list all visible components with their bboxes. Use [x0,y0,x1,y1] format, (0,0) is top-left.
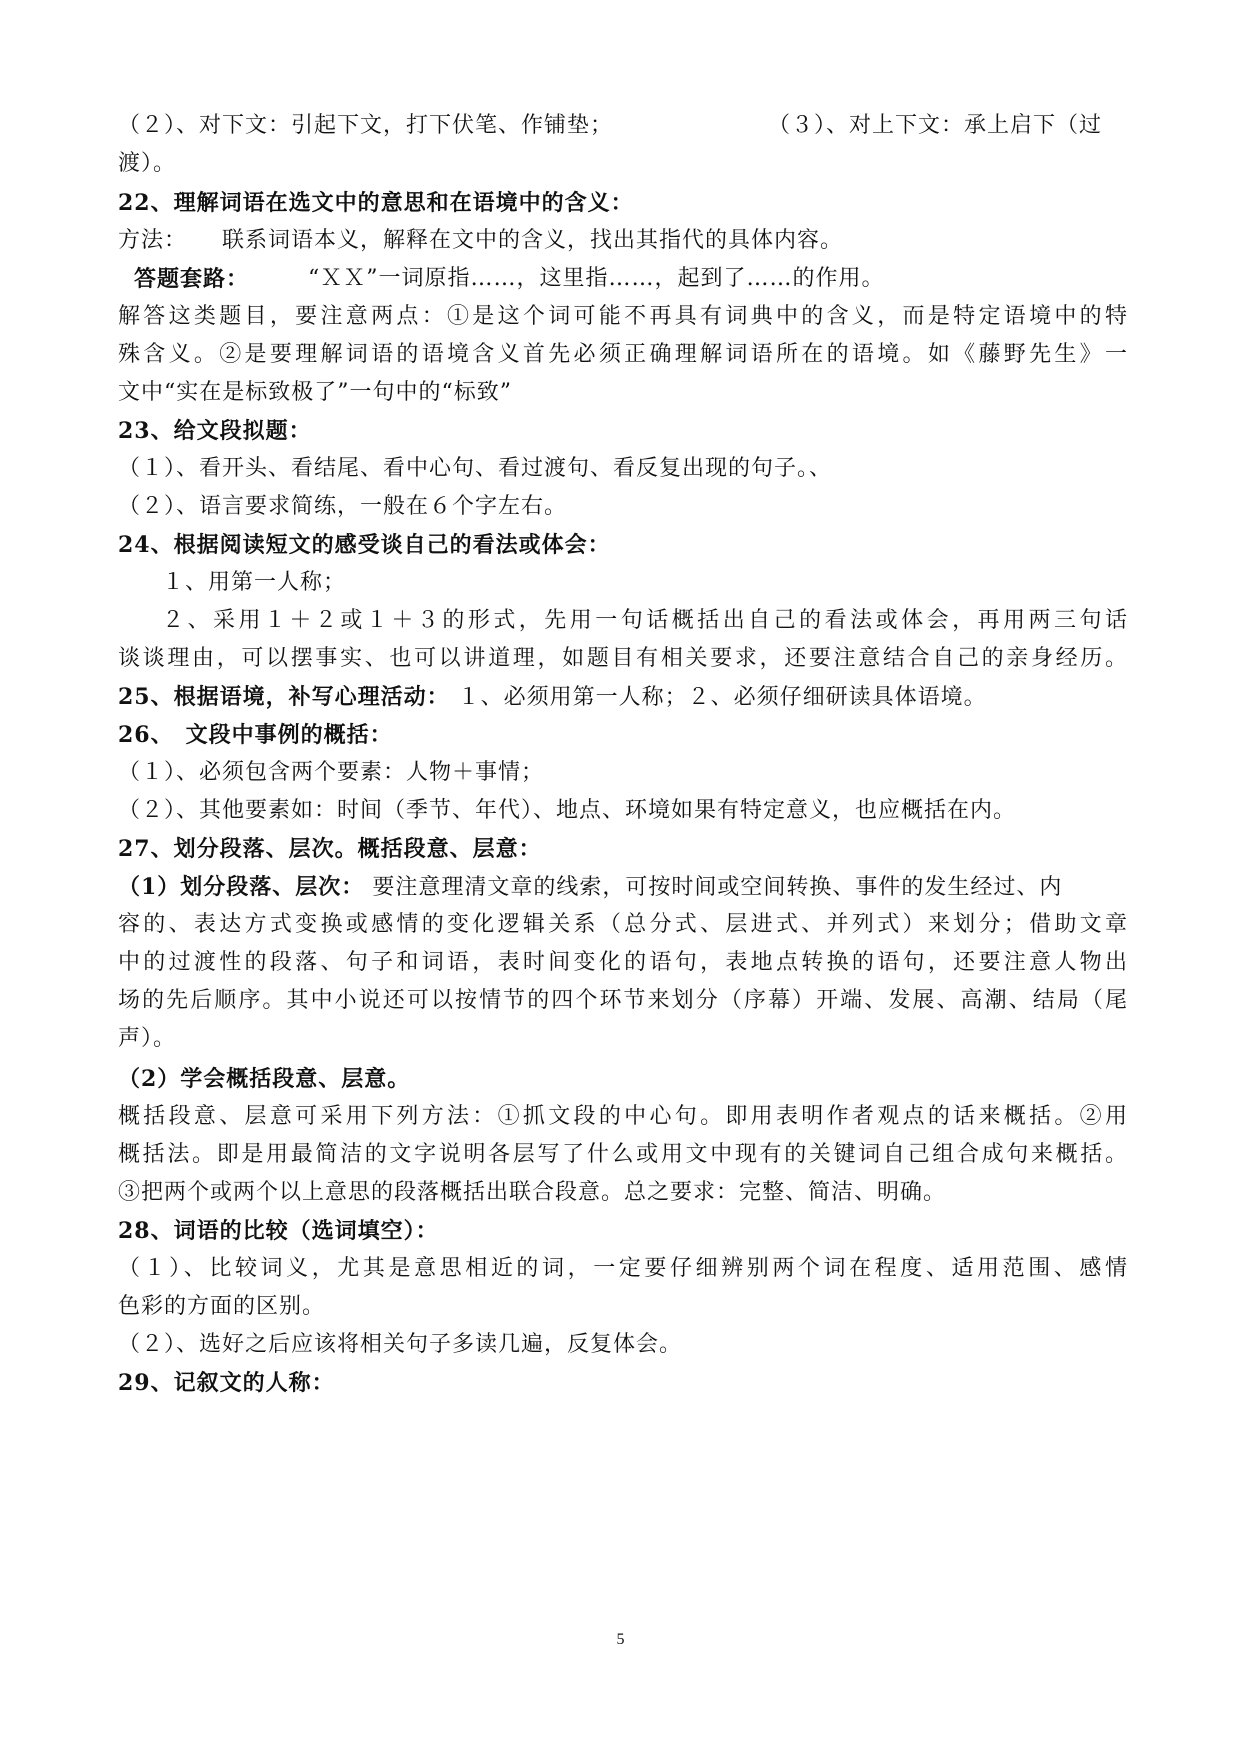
text-line: （１）、比较词义，尤其是意思相近的词，一定要仔细辨别两个词在程度、适用范围、感情 [118,1256,1128,1281]
text-line: 色彩的方面的区别。 [118,1294,326,1319]
text-line: ③把两个或两个以上意思的段落概括出联合段意。总之要求：完整、简洁、明确。 [118,1180,947,1205]
text-line: 方法： 联系词语本义，解释在文中的含义，找出其指代的具体内容。 [118,228,844,253]
text-line: 解答这类题目，要注意两点：①是这个词可能不再具有词典中的含义，而是特定语境中的特 [118,304,1128,329]
section-heading: 23、给文段拟题： [118,418,312,444]
text-line: （１）、必须包含两个要素：人物＋事情； [118,760,545,785]
text-line: 声）。 [118,1026,177,1051]
text-segment: （２）、对下文：引起下文，打下伏笔、作铺垫； [118,113,614,138]
section-heading: 26、 文段中事例的概括： [118,722,393,748]
text-line: 场的先后顺序。其中小说还可以按情节的四个环节来划分（序幕）开端、发展、高潮、结局（尾 [118,988,1128,1013]
text-segment: （３）、对上下文：承上启下（过 [768,113,1103,138]
text-line [118,872,1128,903]
section-heading: 29、记叙文的人称： [118,1370,335,1396]
text-segment: 要注意理清文章的线索，可按时间或空间转换、事件的发生经过、内 [372,875,1063,900]
text-line: ２、采用１＋２或１＋３的形式，先用一句话概括出自己的看法或体会，再用两三句话 [162,608,1128,633]
section-heading: 25、根据语境，补写心理活动： [118,684,450,710]
text-line: 中的过渡性的段落、句子和词语，表时间变化的语句，表地点转换的语句，还要注意人物出 [118,950,1128,975]
page-number: 5 [616,1631,625,1648]
section-heading: 27、划分段落、层次。概括段意、层意： [118,836,542,862]
text-line [118,111,1128,141]
text-line: 容的、表达方式变换或感情的变化逻辑关系（总分式、层进式、并列式）来划分；借助文章 [118,912,1128,937]
text-line: 文中“实在是标致极了”一句中的“标致” [118,380,512,405]
text-line [118,682,1128,713]
text-segment: “ＸＸ”一词原指……，这里指……，起到了……的作用。 [308,266,885,291]
text-line [118,264,1128,295]
subsection-heading: （2）学会概括段意、层意。 [118,1066,411,1092]
subsection-heading: （1）划分段落、层次： [118,874,365,900]
text-line: 概括法。即是用最简洁的文字说明各层写了什么或用文中现有的关键词自己组合成句来概括。 [118,1142,1128,1167]
text-line: （１）、看开头、看结尾、看中心句、看过渡句、看反复出现的句子。、 [118,456,833,481]
section-heading: 22、理解词语在选文中的意思和在语境中的含义： [118,190,634,216]
text-line: 殊含义。②是要理解词语的语境含义首先必须正确理解词语所在的语境。如《藤野先生》一 [118,342,1128,367]
text-line: 谈谈理由，可以摆事实、也可以讲道理，如题目有相关要求，还要注意结合自己的亲身经历。 [118,646,1128,671]
text-line: （２）、其他要素如：时间（季节、年代）、地点、环境如果有特定意义，也应概括在内。 [118,798,1017,823]
answer-pattern-label: 答题套路： [134,266,250,292]
text-line: １、用第一人称； [162,570,347,595]
text-segment: １、必须用第一人称；２、必须仔细研读具体语境。 [457,685,987,710]
section-heading: 28、词语的比较（选词填空）： [118,1218,439,1244]
text-line: 渡）。 [118,151,177,176]
text-line: （２）、语言要求简练，一般在６个字左右。 [118,494,568,519]
text-line: 概括段意、层意可采用下列方法：①抓文段的中心句。即用表明作者观点的话来概括。②用 [118,1104,1128,1129]
text-line: （２）、选好之后应该将相关句子多读几遍，反复体会。 [118,1332,683,1357]
section-heading: 24、根据阅读短文的感受谈自己的看法或体会： [118,532,611,558]
